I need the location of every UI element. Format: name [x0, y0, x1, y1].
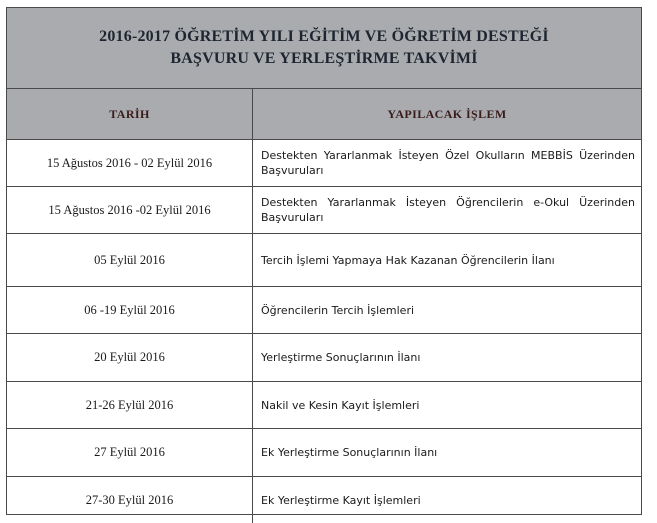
- table-row: [7, 287, 641, 334]
- header-date: TARİH: [7, 89, 253, 139]
- row-date: 05 Eylül 2016: [7, 234, 253, 286]
- header-action: YAPILACAK İŞLEM: [387, 106, 507, 121]
- row-action: Tercih İşlemi Yapmaya Hak Kazanan Öğrencilerin İlanı: [261, 253, 555, 267]
- table-row: [7, 477, 641, 523]
- calendar-table: [6, 7, 642, 515]
- row-date: 27-30 Eylül 2016: [7, 477, 253, 523]
- title-line-2: BAŞVURU VE YERLEŞTİRME TAKVİMİ: [170, 50, 478, 67]
- table-row: [7, 429, 641, 477]
- table-title: [7, 8, 641, 89]
- row-date: 20 Eylül 2016: [7, 334, 253, 381]
- row-date: 27 Eylül 2016: [7, 429, 253, 476]
- row-action: Destekten Yararlanmak İsteyen Özel Okulların MEBBİS Üzerinden Başvuruları: [261, 149, 635, 177]
- row-date: 15 Ağustos 2016 -02 Eylül 2016: [7, 187, 253, 233]
- row-date: 21-26 Eylül 2016: [7, 382, 253, 428]
- row-date: 06 -19 Eylül 2016: [7, 287, 253, 333]
- table-row: [7, 140, 641, 187]
- table-row: [7, 334, 641, 382]
- row-action: Ek Yerleştirme Kayıt İşlemleri: [261, 493, 421, 507]
- row-action: Destekten Yararlanmak İsteyen Öğrencilerin e-Okul Üzerinden Başvuruları: [261, 196, 635, 224]
- title-line-1: 2016-2017 ÖĞRETİM YILI EĞİTİM VE ÖĞRETİM DESTEĞİ: [99, 28, 549, 45]
- table-header-row: [7, 89, 641, 140]
- row-action: Nakil ve Kesin Kayıt İşlemleri: [261, 398, 420, 412]
- table-row: [7, 187, 641, 234]
- table-row: [7, 234, 641, 287]
- table-row: [7, 382, 641, 429]
- row-action: Yerleştirme Sonuçlarının İlanı: [261, 351, 421, 364]
- row-action: Öğrencilerin Tercih İşlemleri: [261, 303, 415, 317]
- row-action: Ek Yerleştirme Sonuçlarının İlanı: [261, 446, 438, 459]
- row-date: 15 Ağustos 2016 - 02 Eylül 2016: [7, 140, 253, 186]
